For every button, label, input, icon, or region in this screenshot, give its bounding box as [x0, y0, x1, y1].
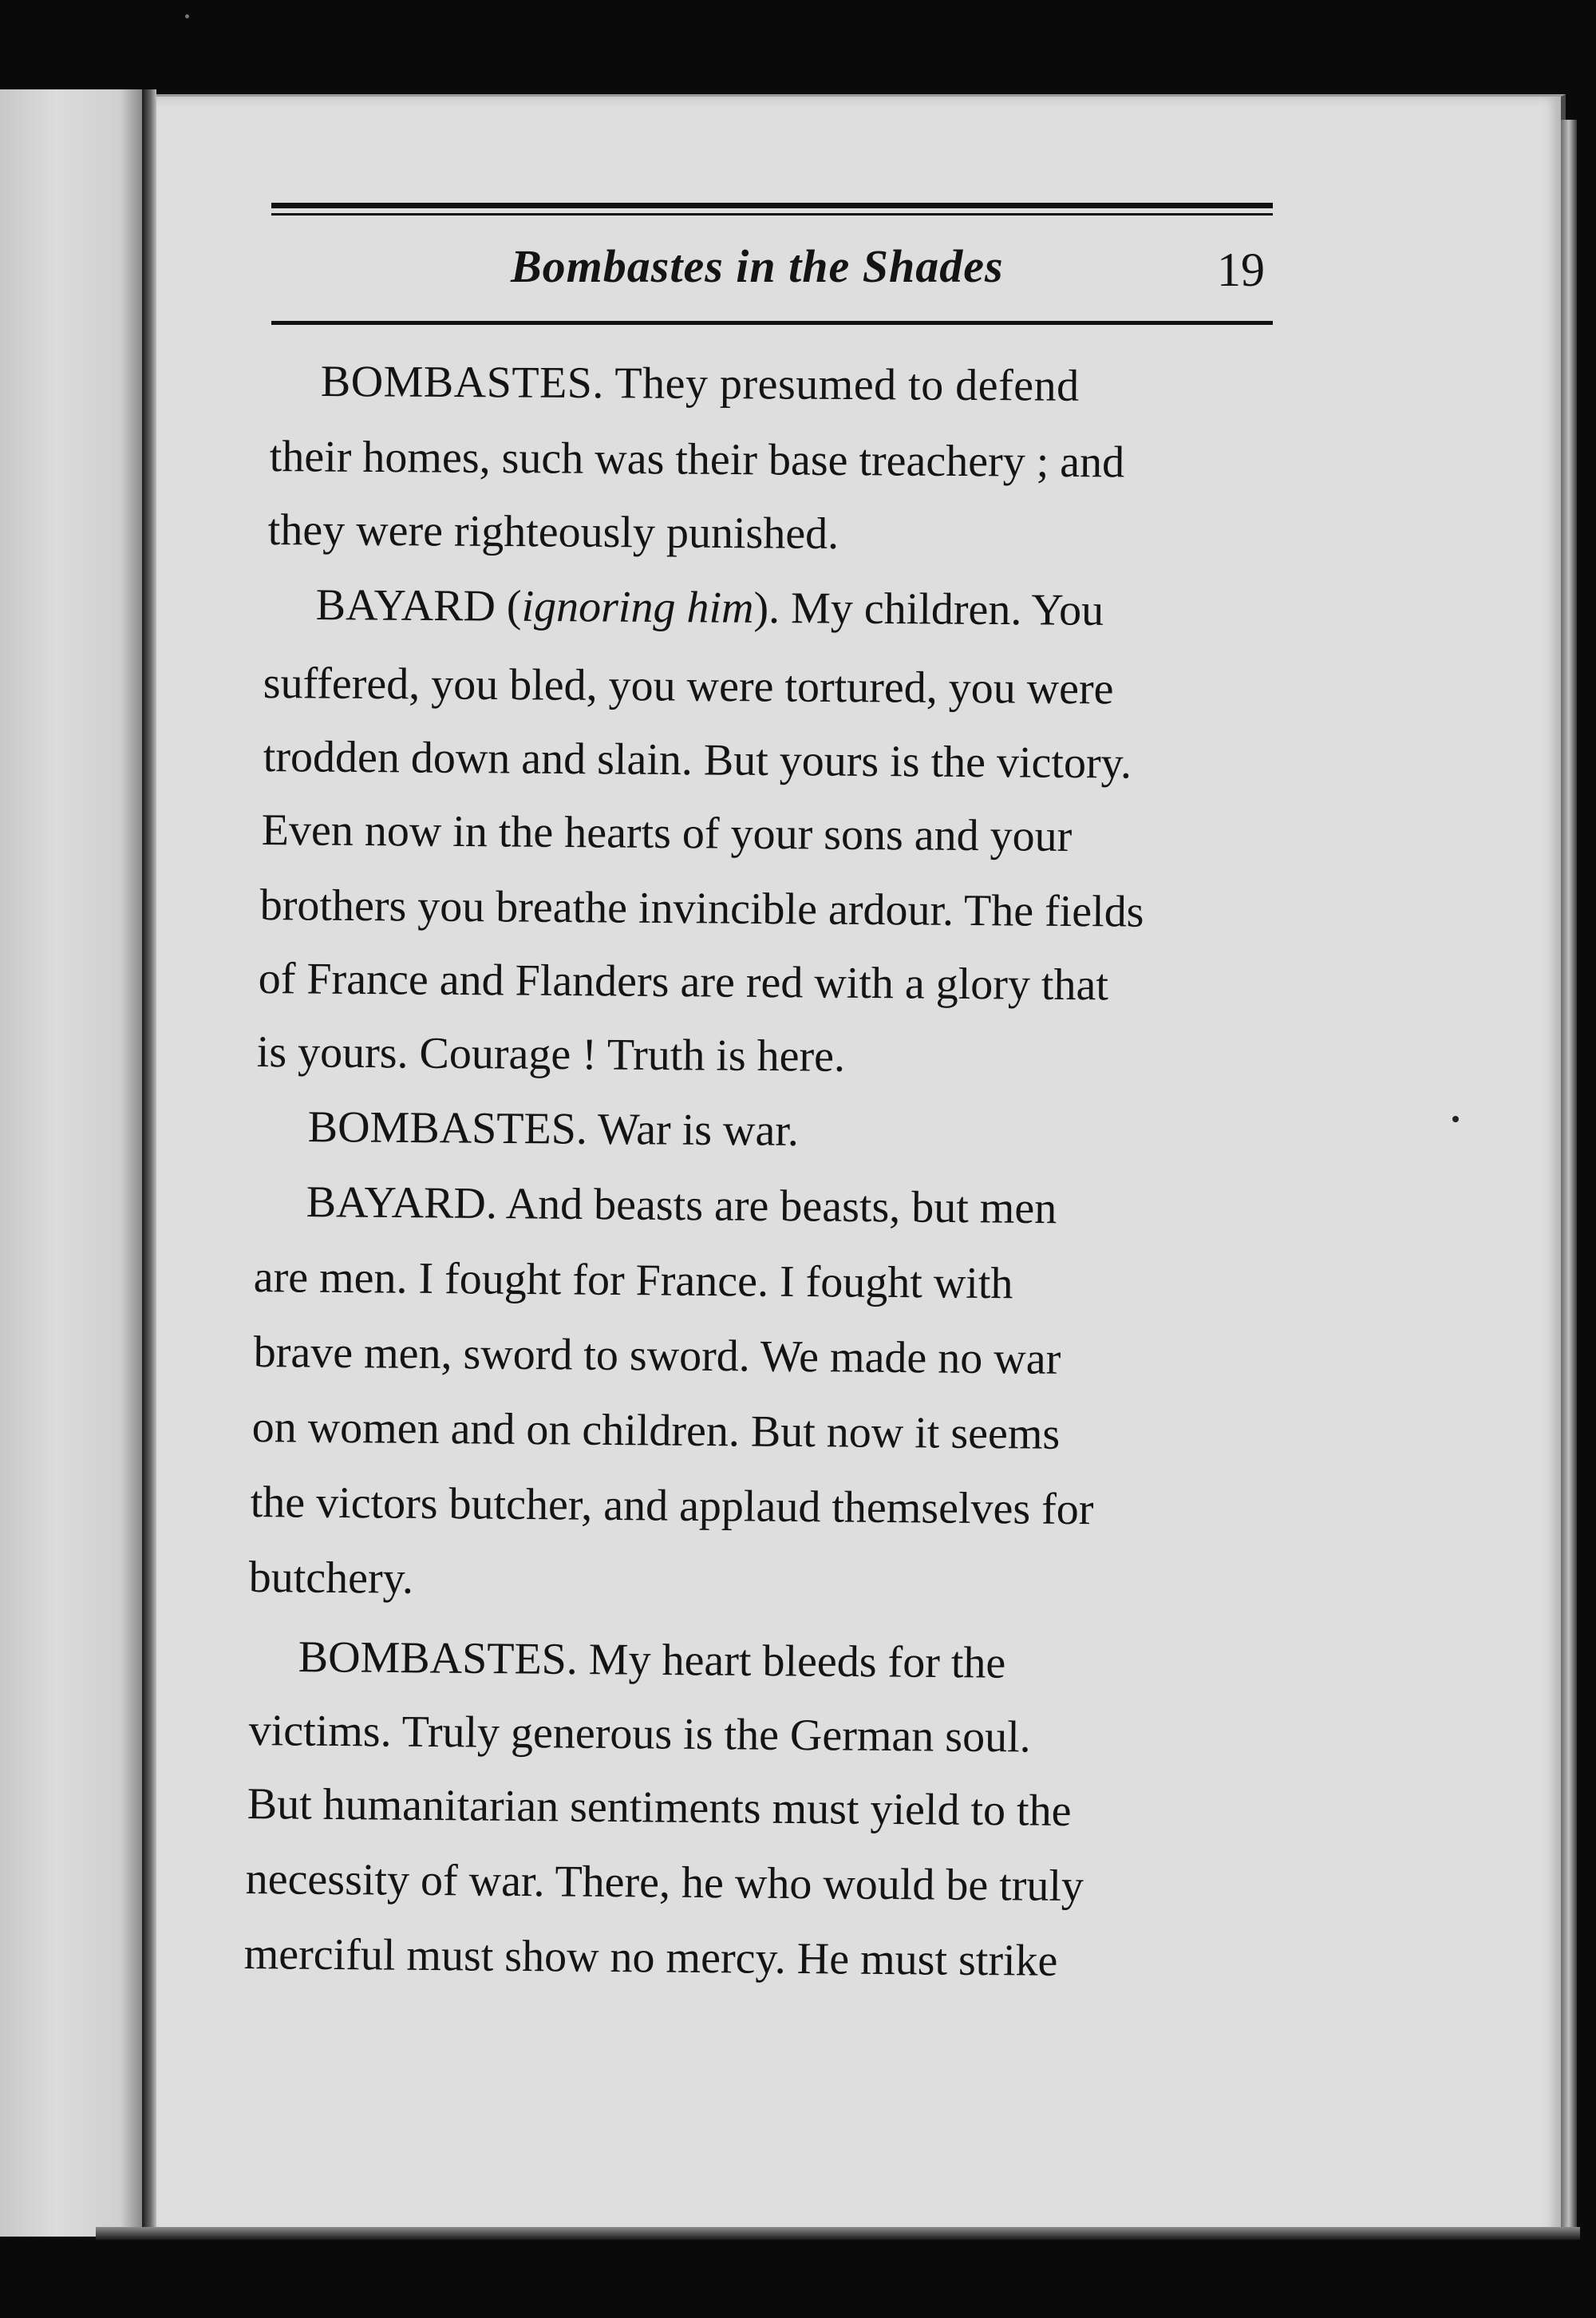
- text-line: BOMBASTES. War is war.: [307, 1102, 800, 1156]
- text-line: trodden down and slain. But yours is the victory.: [263, 732, 1132, 789]
- text-line: merciful must show no mercy. He must strike: [243, 1929, 1058, 1986]
- text-line: butchery.: [248, 1553, 414, 1604]
- text-line: their homes, such was their base treachery ; and: [269, 432, 1125, 488]
- text-line: BOMBASTES. They presumed to defend: [320, 357, 1080, 411]
- text-line: BOMBASTES. My heart bleeds for the: [298, 1632, 1006, 1688]
- text-line: necessity of war. There, he who would be truly: [245, 1854, 1084, 1912]
- text-line: are men. I fought for France. I fought with: [253, 1252, 1013, 1309]
- text-line: they were righteously punished.: [267, 505, 839, 559]
- text-line: suffered, you bled, you were tortured, you were: [263, 659, 1114, 714]
- scan-speck: [185, 14, 189, 18]
- text-line: But humanitarian sentiments must yield to the: [247, 1779, 1072, 1837]
- text-line: on women and on children. But now it seems: [251, 1402, 1061, 1459]
- text-line: brave men, sword to sword. We made no war: [253, 1327, 1061, 1384]
- text-line: of France and Flanders are red with a glory that: [258, 954, 1109, 1011]
- text-line: Even now in the hearts of your sons and your: [261, 805, 1073, 861]
- text-line: brothers you breathe invincible ardour. The fields: [259, 880, 1144, 937]
- scan-speck: [1452, 1116, 1459, 1122]
- text-line: BAYARD (ignoring him). My children. You: [315, 580, 1104, 635]
- page-number: 19: [1217, 243, 1265, 296]
- text-line: is yours. Courage ! Truth is here.: [256, 1027, 846, 1082]
- text-line: BAYARD. And beasts are beasts, but men: [306, 1177, 1057, 1234]
- text-line: the victors butcher, and applaud themselves for: [250, 1477, 1094, 1535]
- running-title: Bombastes in the Shades: [511, 240, 1004, 292]
- text-line: victims. Truly generous is the German soul.: [248, 1706, 1031, 1762]
